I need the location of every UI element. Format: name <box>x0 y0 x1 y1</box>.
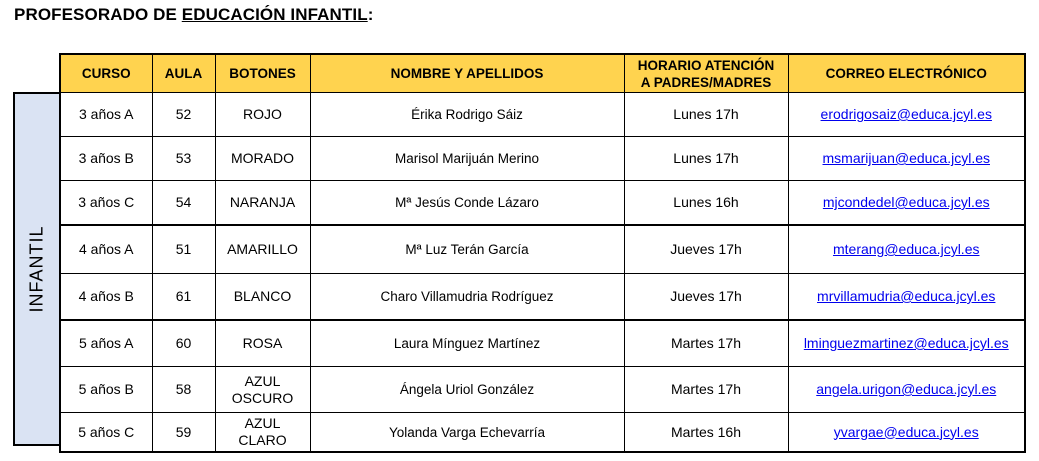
cell-botones <box>215 320 310 367</box>
cell-correo <box>788 367 1025 413</box>
cell-botones <box>215 367 310 413</box>
table-row <box>60 320 1025 367</box>
cell-curso: 5 años A <box>60 320 152 367</box>
cell-horario: Martes 16h <box>624 413 788 453</box>
email-link[interactable]: angela.urigon@educa.jcyl.es <box>816 381 997 397</box>
cell-curso: 4 años A <box>60 225 152 274</box>
cell-aula: 52 <box>152 93 215 137</box>
cell-nombre: Mª Jesús Conde Lázaro <box>310 181 624 226</box>
email-link[interactable]: erodrigosaiz@educa.jcyl.es <box>820 106 992 122</box>
cell-botones-line1: ROSA <box>242 335 283 351</box>
title-prefix: PROFESORADO DE <box>14 5 182 24</box>
cell-nombre: Laura Mínguez Martínez <box>310 320 624 367</box>
cell-aula: 59 <box>152 413 215 453</box>
group-side-panel <box>13 92 59 446</box>
cell-correo <box>788 137 1025 181</box>
teachers-table <box>59 53 1026 453</box>
cell-curso: 5 años C <box>60 413 152 453</box>
cell-botones-line1: MORADO <box>231 150 294 166</box>
cell-horario: Martes 17h <box>624 367 788 413</box>
cell-botones-line1: NARANJA <box>229 194 296 210</box>
table-row <box>60 93 1025 137</box>
table-header-row <box>60 54 1025 93</box>
email-link[interactable]: mterang@educa.jcyl.es <box>832 241 980 257</box>
cell-horario: Jueves 17h <box>624 225 788 274</box>
email-link[interactable]: yvargae@educa.jcyl.es <box>833 423 979 440</box>
cell-nombre: Marisol Marijuán Merino <box>310 137 624 181</box>
table-row <box>60 137 1025 181</box>
table-row <box>60 181 1025 226</box>
cell-horario: Lunes 16h <box>624 181 788 226</box>
header-horario <box>624 54 788 93</box>
page-title <box>14 5 373 25</box>
header-correo: CORREO ELECTRÓNICO <box>788 54 1025 93</box>
cell-botones-line1: AZUL <box>244 415 281 431</box>
table-row <box>60 225 1025 274</box>
cell-aula: 58 <box>152 367 215 413</box>
email-link[interactable]: mjcondedel@educa.jcyl.es <box>822 194 990 210</box>
cell-botones <box>215 413 310 453</box>
cell-correo <box>788 93 1025 137</box>
cell-curso: 3 años B <box>60 137 152 181</box>
cell-horario: Lunes 17h <box>624 93 788 137</box>
cell-correo <box>788 320 1025 367</box>
cell-botones <box>215 225 310 274</box>
cell-nombre: Yolanda Varga Echevarría <box>310 413 624 453</box>
cell-curso: 3 años C <box>60 181 152 226</box>
title-underlined: EDUCACIÓN INFANTIL <box>181 5 368 24</box>
cell-nombre: Mª Luz Terán García <box>310 225 624 274</box>
cell-curso: 5 años B <box>60 367 152 413</box>
header-horario-line2: A PADRES/MADRES <box>640 74 772 90</box>
header-horario-line1: HORARIO ATENCIÓN <box>637 57 775 73</box>
header-nombre: NOMBRE Y APELLIDOS <box>310 54 624 93</box>
cell-curso: 3 años A <box>60 93 152 137</box>
cell-horario: Jueves 17h <box>624 274 788 321</box>
cell-curso: 4 años B <box>60 274 152 321</box>
cell-botones <box>215 181 310 226</box>
cell-nombre: Charo Villamudria Rodríguez <box>310 274 624 321</box>
cell-correo <box>788 413 1025 453</box>
cell-aula: 53 <box>152 137 215 181</box>
table-row <box>60 413 1025 453</box>
cell-nombre: Érika Rodrigo Sáiz <box>310 93 624 137</box>
email-link[interactable]: mrvillamudria@educa.jcyl.es <box>817 288 996 304</box>
cell-aula: 51 <box>152 225 215 274</box>
cell-botones-line2: OSCURO <box>231 389 294 406</box>
cell-nombre: Ángela Uriol González <box>310 367 624 413</box>
cell-correo <box>788 225 1025 274</box>
header-botones: BOTONES <box>215 54 310 93</box>
cell-botones-line1: AMARILLO <box>227 241 298 257</box>
cell-botones-line2: CLARO <box>238 432 287 448</box>
cell-aula: 61 <box>152 274 215 321</box>
table-row <box>60 274 1025 321</box>
group-label: INFANTIL <box>26 225 47 313</box>
table-row <box>60 367 1025 413</box>
email-link[interactable]: msmarijuan@educa.jcyl.es <box>822 150 990 166</box>
cell-aula: 54 <box>152 181 215 226</box>
cell-aula: 60 <box>152 320 215 367</box>
cell-botones <box>215 137 310 181</box>
cell-botones <box>215 274 310 321</box>
title-suffix: : <box>367 5 374 24</box>
cell-botones-line1: ROJO <box>243 106 282 122</box>
header-aula: AULA <box>152 54 215 93</box>
cell-horario: Martes 17h <box>624 320 788 367</box>
cell-correo <box>788 274 1025 321</box>
email-link[interactable]: lminguezmartinez@educa.jcyl.es <box>803 335 1009 351</box>
header-curso: CURSO <box>60 54 152 93</box>
cell-botones-line1: BLANCO <box>233 288 292 304</box>
cell-horario: Lunes 17h <box>624 137 788 181</box>
cell-botones-line1: AZUL <box>244 372 281 389</box>
cell-botones <box>215 93 310 137</box>
cell-correo <box>788 181 1025 226</box>
